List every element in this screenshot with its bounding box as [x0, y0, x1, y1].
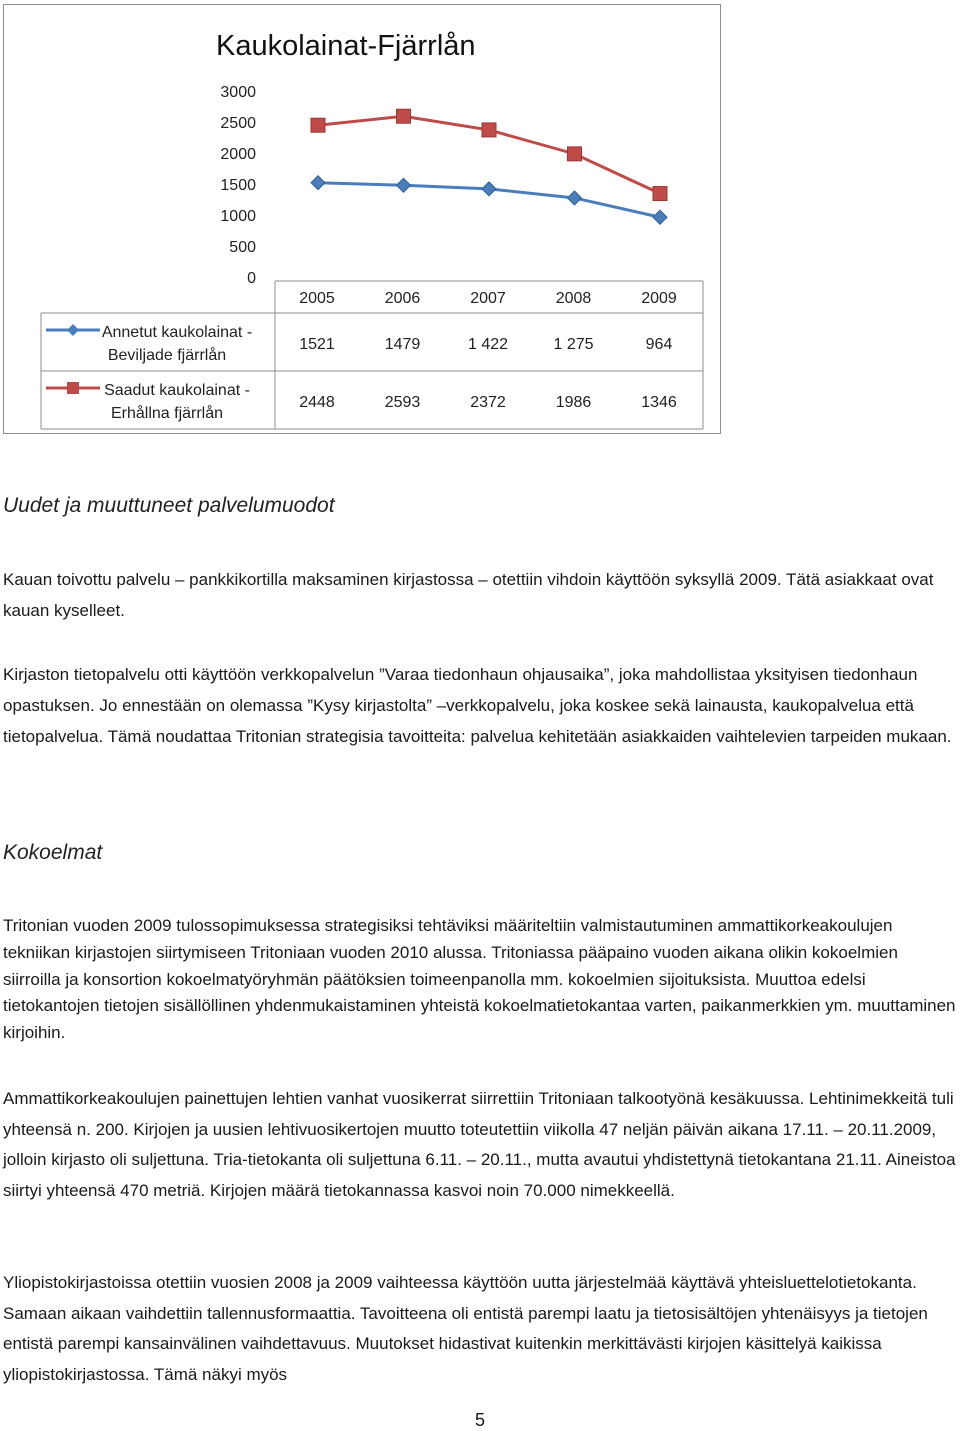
data-label: 1346 — [641, 394, 677, 411]
data-point — [568, 191, 582, 205]
data-point — [653, 187, 667, 201]
chart-title: Kaukolainat-Fjärrlån — [216, 30, 476, 62]
x-tick-label: 2008 — [555, 290, 592, 307]
data-point — [311, 118, 325, 132]
y-tick-label: 1500 — [220, 177, 256, 194]
data-point — [311, 176, 325, 190]
data-label: 1 422 — [467, 336, 509, 353]
legend-label: Annetut kaukolainat - — [101, 324, 253, 341]
page-number: 5 — [474, 1410, 485, 1430]
data-table — [41, 281, 703, 429]
data-point — [653, 210, 667, 224]
paragraph-information-service: Kirjaston tietopalvelu otti käyttöön verkkopalvelun ”Varaa tiedonhaun ohjausaika”, joka mahdollistaa yksityisen tiedonhaun opastuksen. Jo ennestään on olemassa ”Kysy kirjastolta” –verkkopalvelu, joka koskee sekä lainausta, kaukopalvelua että tietopalvelua. Tämä noudattaa Tritonian strategisia tavoitteita: palvelua kehitetään asiakkaiden vaihtelevien tarpeiden mukaan. — [3, 665, 952, 746]
section-heading-collections: Kokoelmat — [3, 841, 103, 864]
data-point — [568, 147, 582, 161]
data-label: 2593 — [384, 394, 421, 411]
legend-label: Saadut kaukolainat - — [104, 382, 250, 399]
chart-frame — [3, 4, 721, 434]
y-tick-label: 2000 — [220, 146, 256, 163]
paragraph-card-payment: Kauan toivottu palvelu – pankkikortilla maksaminen kirjastossa – otettiin vihdoin käyttöön syksyllä 2009. Tätä asiakkaat ovat kauan kyselleet. — [3, 570, 934, 620]
y-tick-label: 3000 — [220, 84, 256, 101]
x-tick-label: 2009 — [641, 290, 677, 307]
data-label: 1479 — [384, 336, 421, 353]
paragraph-union-catalogue: Yliopistokirjastoissa otettiin vuosien 2008 ja 2009 vaihteessa käyttöön uutta järjestelmää käyttävä yhteisluettelotietokanta. Samaan aikaan vaihdettiin tallennusformaattia. Tavoitteena oli entistä parempi laatu ja tietosisältöjen yhtenäisyys ja tietojen entistä parempi kansainvälinen vaihdettavuus. Muutokset hidastivat kuitenkin merkittävästi kirjojen käsittelyä kaikissa yliopistokirjastossa. Tämä näkyi myös — [3, 1273, 928, 1384]
chart — [4, 5, 722, 435]
plot-area — [311, 109, 667, 224]
x-tick-label: 2006 — [384, 290, 421, 307]
data-label: 2448 — [299, 394, 335, 411]
data-point — [397, 178, 411, 192]
x-tick-label: 2005 — [299, 290, 335, 307]
y-tick-label: 0 — [247, 270, 256, 287]
data-label: 2372 — [470, 394, 506, 411]
y-axis — [220, 84, 256, 287]
x-tick-label: 2007 — [470, 290, 506, 307]
legend-marker — [67, 324, 79, 336]
data-label: 964 — [645, 336, 673, 353]
data-label: 1 275 — [553, 336, 594, 353]
data-label: 1986 — [555, 394, 592, 411]
legend-label: Erhållna fjärrlån — [110, 405, 224, 422]
legend-marker — [67, 382, 79, 394]
data-label: 1521 — [299, 336, 335, 353]
data-point — [397, 109, 411, 123]
paragraph-journal-move: Ammattikorkeakoulujen painettujen lehtien vanhat vuosikerrat siirrettiin Tritoniaan talkootyönä kesäkuussa. Lehtinimekkeitä tuli yhteensä n. 200. Kirjojen ja uusien lehtivuosikertojen muutto toteutettiin viikolla 47 neljän päivän aikana 17.11. – 20.11.2009, jolloin kirjasto oli suljettuna. Tria-tietokanta oli suljettuna 6.11. – 20.11., mutta avautui yhdistettynä tietokantana 21.11. Aineistoa siirtyi yhteensä 470 metriä. Kirjojen määrä tietokannassa kasvoi noin 70.000 nimekkeellä. — [3, 1089, 956, 1200]
data-point — [482, 182, 496, 196]
legend-label: Beviljade fjärrlån — [107, 347, 227, 364]
data-point — [482, 123, 496, 137]
y-tick-label: 1000 — [220, 208, 256, 225]
y-tick-label: 2500 — [220, 115, 256, 132]
paragraph-collections-strategy: Tritonian vuoden 2009 tulossopimuksessa strategisiksi tehtäviksi määriteltiin valmistautuminen ammattikorkeakoulujen tekniikan kirjastojen siirtymiseen Tritoniaan vuoden 2010 alussa. Tritoniassa pääpaino vuoden aikana olikin kokoelmien siirroilla ja konsortion kokoelmatyöryhmän päätöksien toimeenpanolla mm. kokoelmien sijoituksista. Muuttoa edelsi tietokantojen tietojen sisällöllinen yhdenmukaistaminen yhteistä kokoelmatietokantaa varten, paikanmerkkien ym. muuttaminen kirjoihin. — [3, 916, 956, 1043]
y-tick-label: 500 — [229, 239, 256, 256]
section-heading-services: Uudet ja muuttuneet palvelumuodot — [3, 494, 335, 517]
